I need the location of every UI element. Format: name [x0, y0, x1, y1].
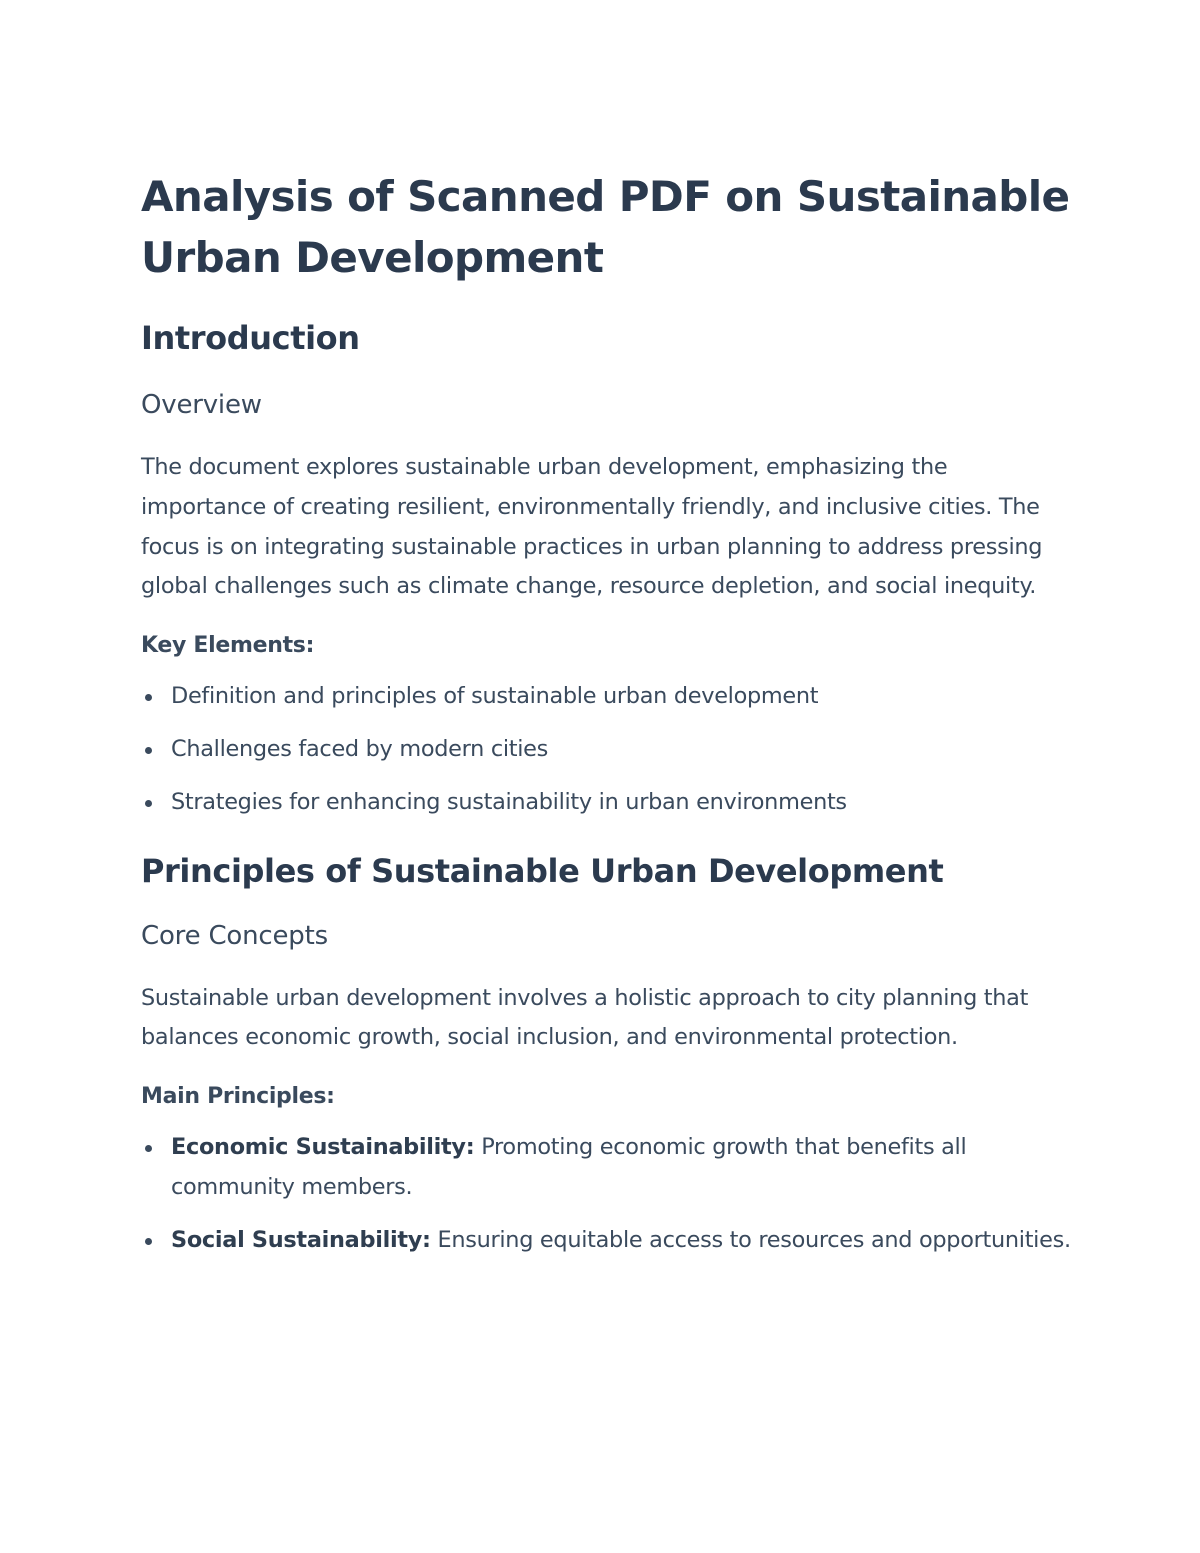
section-heading: Principles of Sustainable Urban Development: [141, 851, 944, 890]
subsection-heading: Core Concepts: [141, 920, 328, 951]
document-page: [141, 166, 1071, 1261]
bullet-icon: [145, 800, 152, 807]
list-item: [141, 1128, 1071, 1208]
bullet-list: [141, 1128, 1071, 1260]
list-item-text: Challenges faced by modern cities: [171, 735, 549, 762]
list-item-text: Promoting economic growth that benefits all community members.: [171, 1134, 967, 1200]
list-item-term: Economic Sustainability:: [171, 1134, 475, 1161]
list-item-text: Definition and principles of sustainable urban development: [171, 683, 819, 710]
paragraph: Sustainable urban development involves a holistic approach to city planning that balances economic growth, social inclusion, and environmental protection.: [141, 984, 1029, 1051]
introduction-section: [141, 318, 1071, 823]
list-item-text: Ensuring equitable access to resources and opportunities.: [430, 1226, 1071, 1253]
document-title: Analysis of Scanned PDF on Sustainable Urban Development: [141, 172, 1070, 282]
list-item: [141, 730, 1071, 770]
principles-section: [141, 851, 1071, 1261]
list-item-term: Social Sustainability:: [171, 1226, 431, 1253]
bullet-icon: [145, 1145, 152, 1152]
bullet-icon: [145, 1238, 152, 1245]
paragraph: The document explores sustainable urban development, emphasizing the importance of creating resilient, environmentally friendly, and inclusive cities. The focus is on integrating sustainable practices in urban planning to address pressing global challenges such as climate change, resource depletion, and social inequity.: [141, 454, 1043, 600]
list-item: [141, 783, 1071, 823]
list-label: Key Elements:: [141, 633, 315, 659]
subsection-heading: Overview: [141, 390, 262, 420]
bullet-icon: [145, 694, 152, 701]
list-item: [141, 1221, 1071, 1261]
list-item: [141, 677, 1071, 717]
bullet-icon: [145, 747, 152, 754]
bullet-list: [141, 677, 1071, 822]
list-item-text: Strategies for enhancing sustainability in urban environments: [171, 788, 847, 815]
list-label: Main Principles:: [141, 1084, 335, 1110]
section-heading: Introduction: [141, 319, 360, 357]
